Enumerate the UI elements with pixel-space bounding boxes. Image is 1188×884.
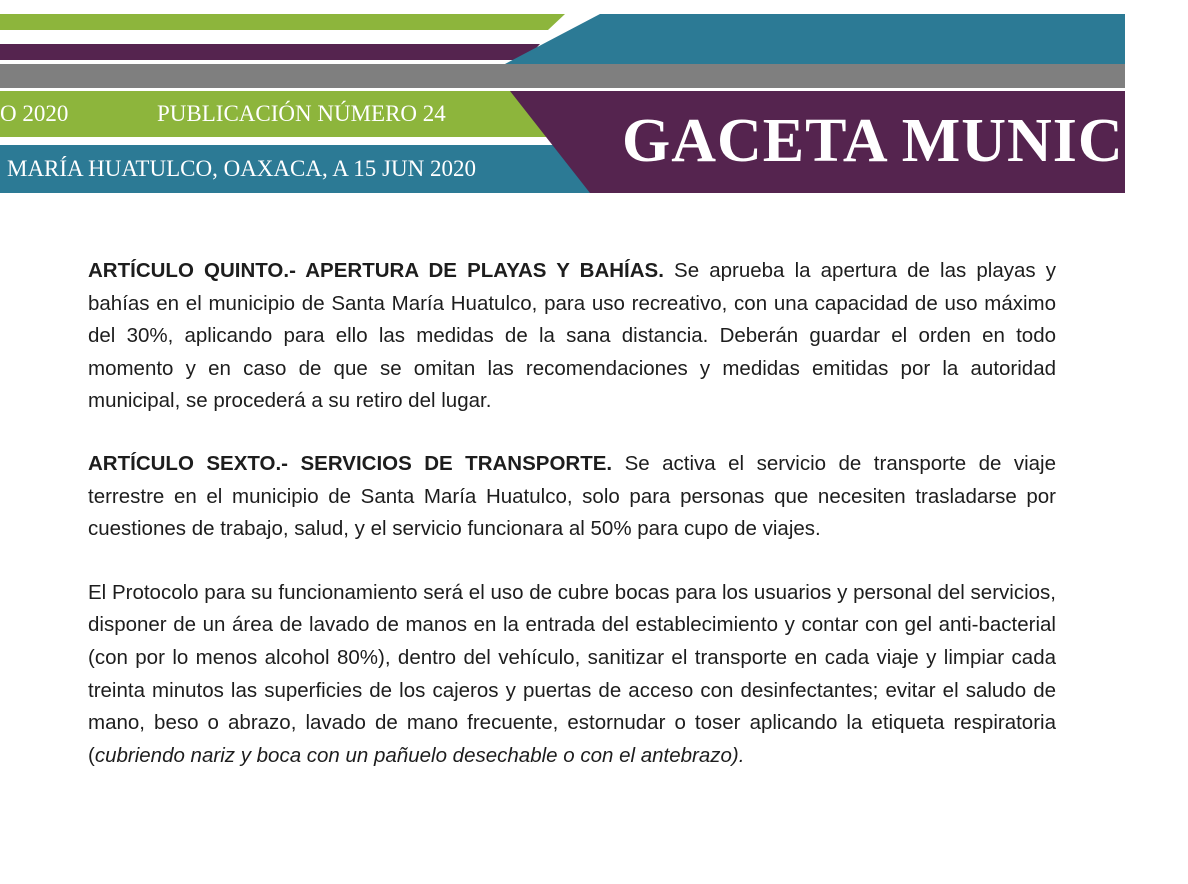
gazette-title: GACETA MUNICIP [622,107,1188,175]
article-sexto [88,448,1056,546]
protocol-paragraph [88,577,1056,773]
banner-stripe-purple-top [0,44,540,60]
banner-band-gray [0,64,1125,88]
article-quinto-text: Se aprueba la apertura de las playas y bahías en el municipio de Santa María Huatulco, para uso recreativo, con una capacidad de uso máximo del 30%, aplicando para ello las medidas de la sana distancia. Deberán guardar el orden en todo momento y en caso de que se omitan las recomendaciones y medidas emitidas por la autoridad municipal, se procederá a su retiro del lugar. [88,259,1056,413]
header-place-date: MARÍA HUATULCO, OAXACA, A 15 JUN 2020 [7,156,476,181]
protocol-italic-text: cubriendo nariz y boca con un pañuelo desechable o con el antebrazo). [94,743,745,767]
header-year: O 2020 [0,101,69,126]
protocol-text: El Protocolo para su funcionamiento será el uso de cubre bocas para los usuarios y personal del servicios, disponer de un área de lavado de manos en la entrada del establecimiento y contar con gel anti-bacterial (con por lo menos alcohol 80%), dentro del vehículo, sanitizar el transporte en cada viaje y limpiar cada treinta minutos las superficies de los cajeros y puertas de acceso con desinfectantes; evitar el saludo de mano, beso o abrazo, lavado de mano frecuente, estornudar o toser aplicando la etiqueta respiratoria ( [88,580,1056,767]
article-sexto-text: Se activa el servicio de transporte de viaje terrestre en el municipio de Santa María Huatulco, solo para personas que necesiten trasladarse por cuestiones de trabajo, salud, y el servicio funcionara al 50% para cupo de viajes. [88,451,1057,541]
article-quinto-heading: ARTÍCULO QUINTO.- APERTURA DE PLAYAS Y BAHÍAS. [88,259,664,282]
header-publication-number: PUBLICACIÓN NÚMERO 24 [157,101,446,126]
banner-block-teal [505,14,1125,64]
article-quinto [88,255,1056,418]
document-body [88,255,1056,772]
article-sexto-heading: ARTÍCULO SEXTO.- SERVICIOS DE TRANSPORTE. [88,451,613,475]
banner-stripe-green-top [0,14,565,30]
